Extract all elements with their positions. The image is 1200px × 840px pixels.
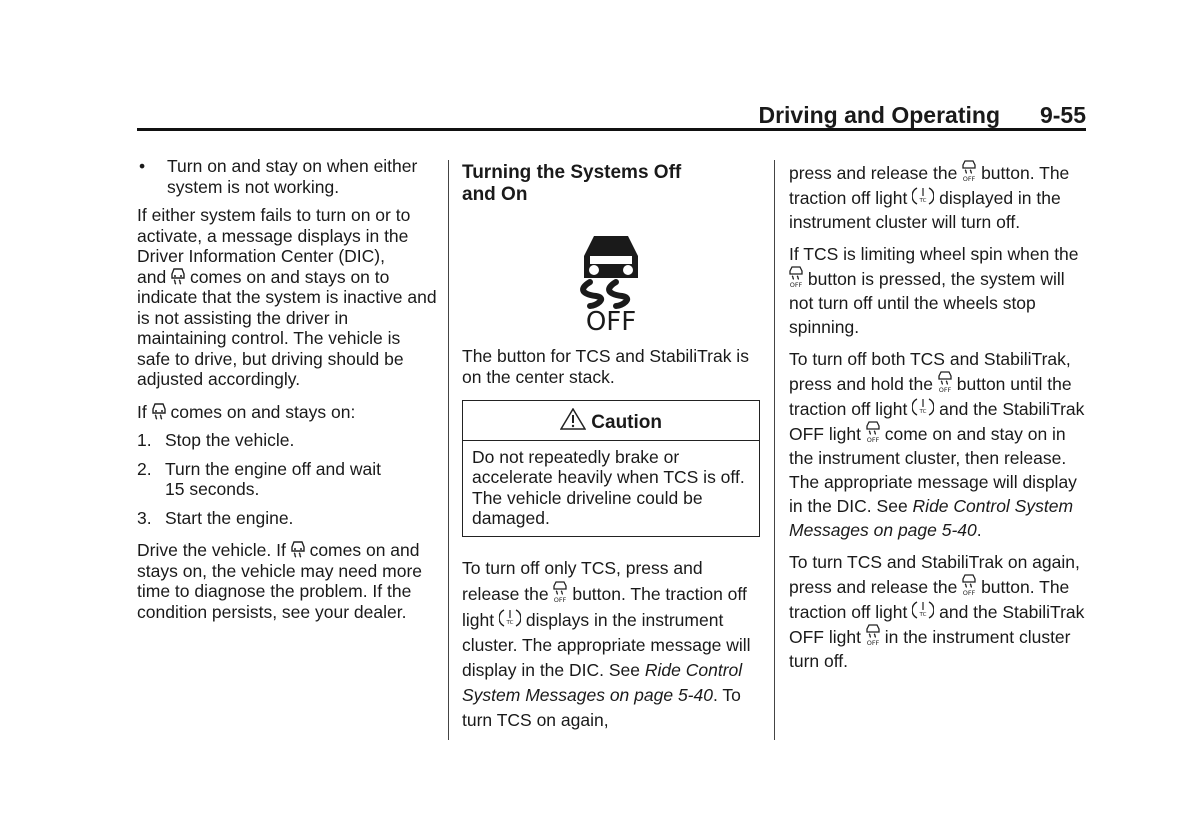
paragraph: If TCS is limiting wheel spin when the button is pressed, the system will not turn off until the wheels stop spinning. xyxy=(789,244,1079,337)
column-2 xyxy=(462,162,760,741)
caution-body: Do not repeatedly brake or accelerate heavily when TCS is off. The vehicle driveline could be damaged. xyxy=(472,446,745,528)
paragraph: Drive the vehicle. If comes on and stays on, the vehicle may need more time to diagnose the problem. If the condition persists, see your dealer. xyxy=(137,540,423,622)
traction-off-light-icon xyxy=(499,607,521,629)
caution-title: Caution xyxy=(463,401,759,441)
paragraph: To turn TCS and StabiliTrak on again, press and release the button. The traction off light and the StabiliTrak OFF light in the instrument cluster turn off. xyxy=(789,552,1085,671)
caution-box xyxy=(462,400,760,537)
stabilitrak-off-icon xyxy=(866,624,880,646)
traction-off-light-icon xyxy=(912,599,934,621)
paragraph: If comes on and stays on: xyxy=(137,401,356,422)
column-divider-1 xyxy=(448,160,449,740)
page-number: 9-55 xyxy=(1039,102,1086,128)
bullet-item: • Turn on and stay on when either system is not working. xyxy=(139,156,418,197)
list-item: 1. Stop the vehicle. xyxy=(137,430,295,450)
stabilitrak-off-icon xyxy=(962,574,976,596)
column-3 xyxy=(789,160,1089,681)
stabilitrak-warning-icon xyxy=(291,541,305,559)
paragraph: To turn off only TCS, press and release the button. The traction off light displays in the instrument cluster. The appropriate message will display in the DIC. See Ride Control System Messages on page 5-40. To turn TCS on again, xyxy=(462,557,751,730)
paragraph: press and release the button. The traction off light displayed in the instrument cluster will turn off. xyxy=(789,160,1089,234)
warning-triangle-icon xyxy=(560,408,586,430)
cross-reference: Ride Control System Messages on page 5-40 xyxy=(789,496,1074,540)
stabilitrak-warning-icon xyxy=(171,268,185,286)
traction-off-light-icon xyxy=(912,396,934,418)
list-item: 2. Turn the engine off and wait 15 seconds. xyxy=(137,458,381,499)
traction-off-button-icon xyxy=(576,232,646,332)
traction-off-light-icon xyxy=(912,185,934,207)
stabilitrak-warning-icon xyxy=(152,403,166,421)
column-1 xyxy=(137,156,437,630)
paragraph: If either system fails to turn on or to activate, a message displays in the Driver Information Center (DIC), xyxy=(137,205,411,266)
list-item: 3. Start the engine. xyxy=(137,507,294,528)
paragraph: The button for TCS and StabiliTrak is on the center stack. xyxy=(462,346,749,387)
paragraph: To turn off both TCS and StabiliTrak, press and hold the button until the traction off light and the StabiliTrak OFF light come on and stay on in the instrument cluster, then release. The appropriate message will display in the DIC. See Ride Control System Messages on page 5-40. xyxy=(789,349,1085,540)
stabilitrak-off-icon xyxy=(553,581,567,603)
stabilitrak-off-icon xyxy=(866,421,880,443)
header-rule xyxy=(137,128,1086,131)
page-header-title: Driving and Operating xyxy=(758,102,1000,128)
stabilitrak-off-icon xyxy=(789,266,803,288)
cross-reference: Ride Control System Messages on page 5-40 xyxy=(462,659,743,705)
paragraph: and comes on and stays on to indicate that the system is inactive and is not assisting the driver in maintaining control. The vehicle is safe to drive, but driving should be adjusted accordingly. xyxy=(137,266,437,389)
off-label: OFF xyxy=(585,307,637,332)
column-divider-2 xyxy=(774,160,775,740)
stabilitrak-off-icon xyxy=(938,371,952,393)
stabilitrak-off-icon xyxy=(962,160,976,182)
section-heading: Turning the Systems Off and On xyxy=(462,162,682,205)
